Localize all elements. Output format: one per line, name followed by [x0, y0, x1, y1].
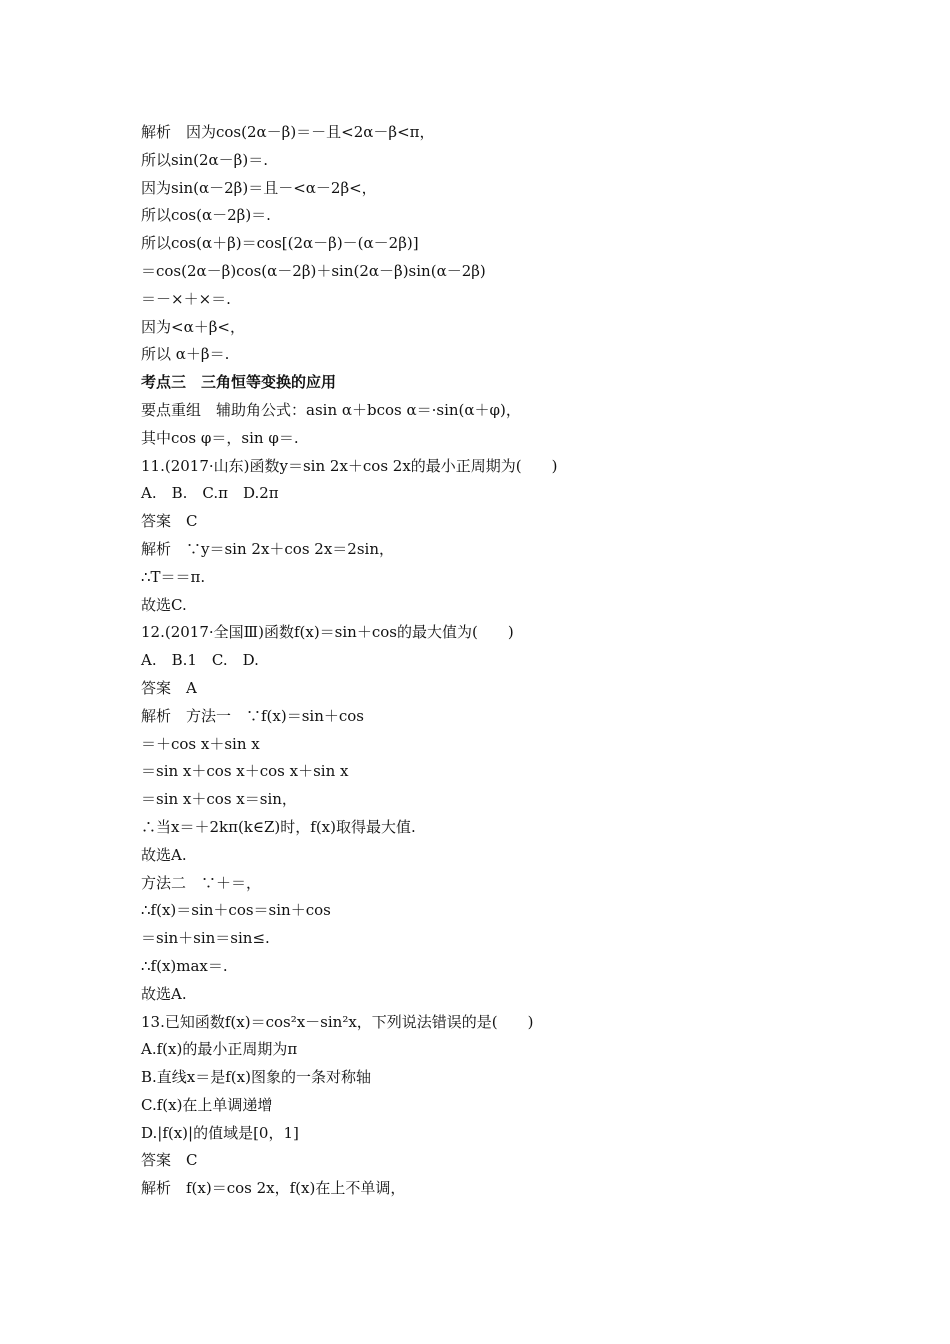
- text-line: 解析 因为cos(2α－β)＝－且<2α－β<π，: [141, 123, 435, 141]
- text-line: 答案 C: [141, 512, 198, 531]
- text-line: 11.(2017·山东)函数y＝sin 2x＋cos 2x的最小正周期为( ): [141, 456, 558, 475]
- text-line: ＝＋cos x＋sin x: [141, 734, 260, 753]
- document-body: [141, 119, 881, 1203]
- text-line: 所以cos(α＋β)＝cos[(2α－β)－(α－2β)]: [141, 234, 419, 253]
- text-line: 解析 f(x)＝cos 2x，f(x)在上不单调，: [141, 1179, 406, 1198]
- text-line: 所以 α＋β＝.: [141, 345, 230, 364]
- text-line: B.直线x＝是f(x)图象的一条对称轴: [141, 1068, 371, 1087]
- text-line: 故选A.: [141, 984, 187, 1003]
- text-line: 所以cos(α－2β)＝.: [141, 206, 271, 225]
- section-heading: 考点三 三角恒等变换的应用: [141, 373, 337, 392]
- text-line: ∴f(x)＝sin＋cos＝sin＋cos: [141, 901, 331, 920]
- text-line: 12.(2017·全国Ⅲ)函数f(x)＝sin＋cos的最大值为( ): [141, 623, 514, 642]
- text-line: 13.已知函数f(x)＝cos²x－sin²x，下列说法错误的是( ): [141, 1012, 534, 1031]
- text-line: ＝sin x＋cos x＋cos x＋sin x: [141, 762, 349, 781]
- text-line: 要点重组 辅助角公式：asin α＋bcos α＝·sin(α＋φ)，: [141, 400, 521, 419]
- text-line: 解析 方法一 ∵f(x)＝sin＋cos: [141, 706, 365, 725]
- text-line: ＝sin x＋cos x＝sin，: [141, 790, 297, 809]
- text-line: A. B. C.π D.2π: [141, 484, 279, 503]
- text-line: 方法二 ∵＋＝，: [141, 873, 262, 892]
- text-line: 因为sin(α－2β)＝且－<α－2β<，: [141, 178, 377, 197]
- text-line: C.f(x)在上单调递增: [141, 1095, 273, 1114]
- text-line: 解析 ∵y＝sin 2x＋cos 2x＝2sin，: [141, 539, 395, 558]
- text-line: 故选C.: [141, 595, 187, 614]
- text-line: ＝－×＋×＝.: [141, 289, 231, 308]
- text-line: 因为<α＋β<，: [141, 317, 245, 336]
- text-line: D.|f(x)|的值域是[0，1]: [141, 1123, 299, 1142]
- text-line: 答案 C: [141, 1151, 198, 1170]
- text-line: 答案 A: [141, 678, 197, 697]
- text-line: ∴当x＝＋2kπ(k∈Z)时，f(x)取得最大值.: [141, 817, 416, 836]
- text-line: 所以sin(2α－β)＝.: [141, 150, 268, 169]
- text-line: ＝sin＋sin＝sin≤.: [141, 929, 270, 948]
- text-line: 故选A.: [141, 845, 187, 864]
- text-line: A. B.1 C. D.: [141, 651, 259, 670]
- text-line: ∴T＝＝π.: [141, 567, 206, 586]
- text-line: ∴f(x)max＝.: [141, 956, 228, 975]
- text-line: 其中cos φ＝，sin φ＝.: [141, 428, 299, 447]
- text-line: ＝cos(2α－β)cos(α－2β)＋sin(2α－β)sin(α－2β): [141, 261, 486, 280]
- text-line: A.f(x)的最小正周期为π: [141, 1040, 298, 1059]
